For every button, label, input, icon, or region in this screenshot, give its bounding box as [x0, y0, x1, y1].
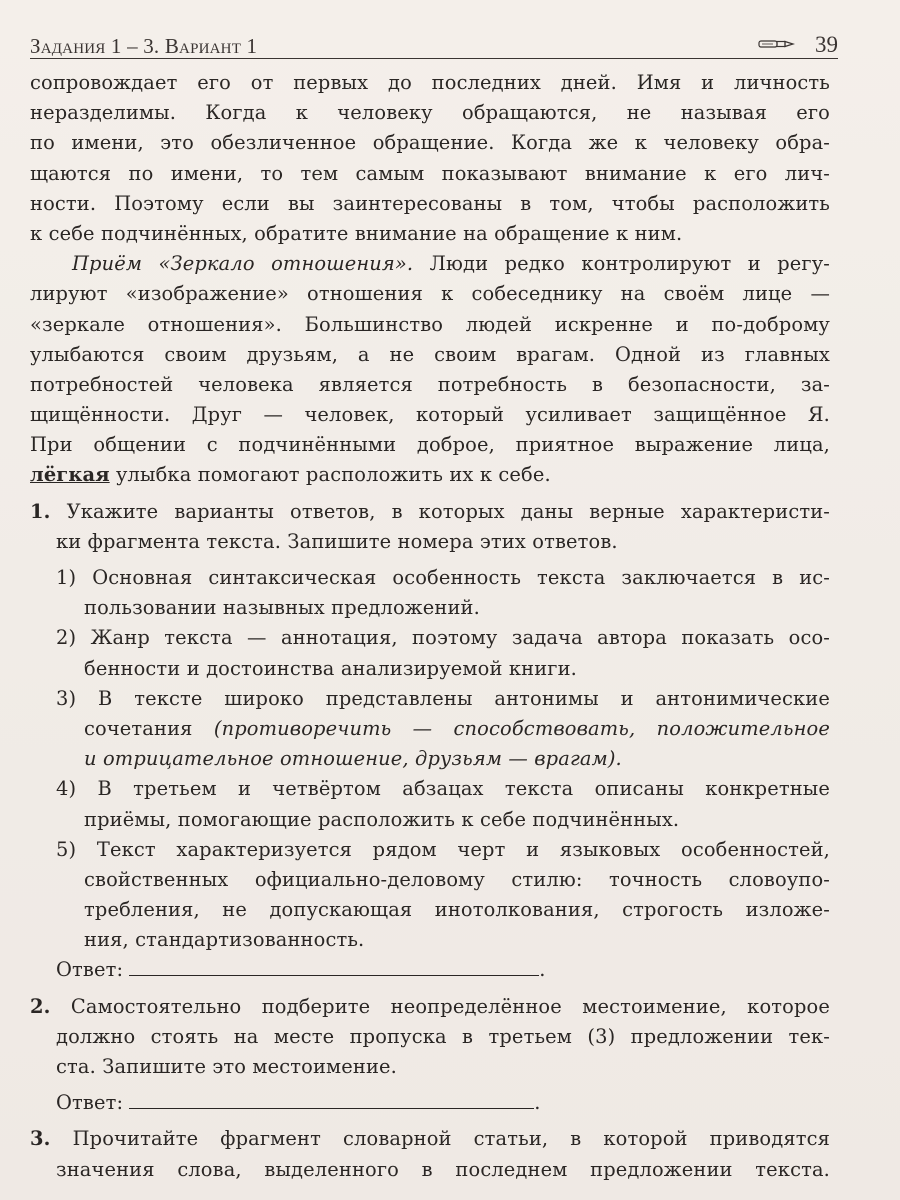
question-prompt-line: 2. Самостоятельно подберите неопределённое местоимение, которое	[30, 994, 830, 1018]
option-line: и отрицательное отношение, друзьям — врагам).	[84, 747, 622, 771]
option-line: сочетания (противоречить — способствовать, положительное	[84, 716, 830, 740]
option-number: 3)	[56, 686, 77, 710]
answer-row: Ответ: .	[30, 955, 830, 985]
option-line: 2) Жанр текста — аннотация, поэтому задача автора показать осо-	[56, 626, 830, 650]
question-number: 2.	[30, 994, 51, 1018]
question-1	[30, 497, 830, 986]
page-number: 39	[815, 32, 838, 57]
fountain-pen-icon	[758, 38, 796, 50]
question-number: 3.	[30, 1127, 51, 1151]
page-content	[30, 68, 830, 1185]
paragraph-continued	[30, 68, 830, 249]
text-line: щаются по имени, то тем самым показывают внимание к его лич-	[30, 161, 830, 185]
option-line: пользовании назывных предложений.	[84, 596, 480, 620]
running-header	[30, 32, 838, 59]
text-line: ности. Поэтому если вы заинтересованы в том, чтобы расположить	[30, 191, 830, 215]
technique-heading: Приём «Зеркало отношения».	[72, 252, 414, 276]
text-line: лируют «изображение» отношения к собеседнику на своём лице —	[30, 282, 830, 306]
option-number: 4)	[56, 777, 77, 801]
option-line: 3) В тексте широко представлены антонимы и антонимические	[56, 686, 830, 710]
option-1	[30, 563, 830, 623]
answer-field-2[interactable]	[129, 1088, 534, 1109]
option-2	[30, 623, 830, 683]
question-prompt-line: ста. Запишите это местоимение.	[56, 1055, 397, 1078]
option-line: требления, не допускающая инотолкования, строгость изложе-	[84, 898, 830, 922]
question-prompt-line: 3. Прочитайте фрагмент словарной статьи, в которой приводятся	[30, 1127, 830, 1151]
header-title: Задания 1 – 3. Вариант 1	[30, 34, 258, 58]
question-prompt-line: ки фрагмента текста. Запишите номера этих ответов.	[56, 529, 618, 553]
answer-row: Ответ: .	[30, 1088, 830, 1118]
text-line: лёгкая улыбка помогают расположить их к себе.	[30, 463, 551, 487]
option-line: 5) Текст характеризуется рядом черт и языковых особенностей,	[56, 837, 830, 861]
option-number: 2)	[56, 626, 77, 650]
text-line: сопровождает его от первых до последних дней. Имя и личность	[30, 71, 830, 94]
highlighted-word: лёгкая	[30, 463, 110, 487]
option-line: бенности и достоинства анализируемой книги.	[84, 656, 577, 680]
option-line: свойственных официально-деловому стилю: точность словоупо-	[84, 867, 830, 891]
question-2	[30, 992, 830, 1119]
text-line: щищённости. Друг — человек, который усиливает защищённое Я.	[30, 403, 830, 427]
option-line: приёмы, помогающие расположить к себе подчинённых.	[84, 807, 680, 831]
text-line: потребностей человека является потребность в безопасности, за-	[30, 372, 830, 396]
option-3	[30, 684, 830, 775]
question-number: 1.	[30, 499, 51, 523]
text-line: неразделимы. Когда к человеку обращаются, не называя его	[30, 101, 830, 125]
question-prompt-line: 1. Укажите варианты ответов, в которых даны верные характеристи-	[30, 499, 830, 523]
option-number: 5)	[56, 837, 77, 861]
text-line: При общении с подчинёнными доброе, приятное выражение лица,	[30, 433, 830, 457]
option-number: 1)	[56, 566, 77, 589]
text-line: по имени, это обезличенное обращение. Когда же к человеку обра-	[30, 131, 830, 155]
option-line: ния, стандартизованность.	[84, 928, 365, 952]
question-3	[30, 1124, 830, 1184]
option-4	[30, 774, 830, 834]
text-line: улыбаются своим друзьям, а не своим врагам. Одной из главных	[30, 342, 830, 366]
option-5	[30, 835, 830, 956]
text-line: к себе подчинённых, обратите внимание на обращение к ним.	[30, 221, 683, 245]
option-line: 4) В третьем и четвёртом абзацах текста описаны конкретные	[56, 777, 830, 801]
paragraph-mirror-technique	[30, 249, 830, 491]
text-line: Приём «Зеркало отношения». Люди редко контролируют и регу-	[72, 252, 830, 276]
answer-label: Ответ:	[56, 958, 124, 982]
answer-label: Ответ:	[56, 1091, 124, 1115]
text-line: «зеркале отношения». Большинство людей искренне и по-доброму	[30, 312, 830, 336]
question-prompt-line: значения слова, выделенного в последнем предложении текста.	[56, 1157, 830, 1181]
answer-field-1[interactable]	[129, 955, 539, 976]
option-line: 1) Основная синтаксическая особенность текста заключается в ис-	[56, 566, 830, 589]
question-prompt-line: должно стоять на месте пропуска в третьем (3) предложении тек-	[56, 1024, 830, 1048]
